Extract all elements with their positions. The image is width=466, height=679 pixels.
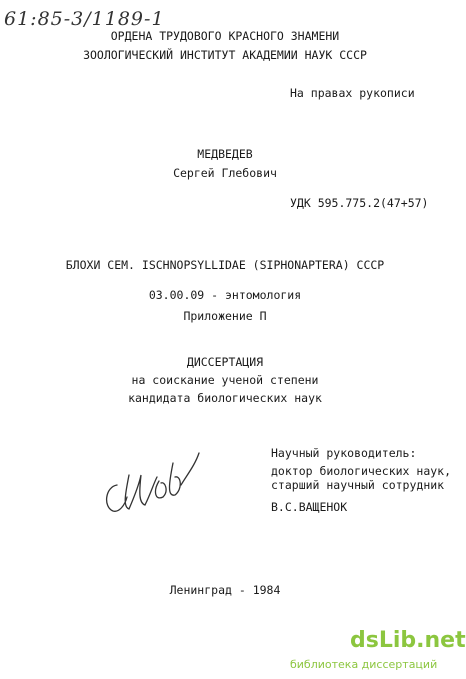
- manuscript-rights: На правах рукописи: [290, 86, 415, 100]
- supervisor-label: Научный руководитель:: [271, 446, 417, 460]
- header-line-2: ЗООЛОГИЧЕСКИЙ ИНСТИТУТ АКАДЕМИИ НАУК СССР: [83, 48, 367, 62]
- dissertation-purpose-1: на соискание ученой степени: [131, 373, 319, 387]
- handwritten-archive-number: 61:85-3/1189-1: [4, 8, 165, 30]
- appendix-label: Приложение П: [183, 309, 267, 323]
- dissertation-title: БЛОХИ СЕМ. ISCHNOPSYLLIDAE (SIPHONAPTERA) СССР: [65, 258, 385, 272]
- watermark: [290, 628, 466, 678]
- watermark-logo: dsLib.net: [350, 628, 466, 653]
- supervisor-degree-1: доктор биологических наук,: [271, 464, 452, 478]
- specialty: 03.00.09 - энтомология: [148, 288, 302, 302]
- author-name: Сергей Глебович: [173, 166, 277, 180]
- watermark-subtitle: библиотека диссертаций: [290, 658, 438, 671]
- author-surname: МЕДВЕДЕВ: [197, 147, 253, 161]
- dissertation-label: ДИССЕРТАЦИЯ: [186, 355, 264, 369]
- handwritten-signature: [95, 445, 205, 520]
- udc-code: УДК 595.775.2(47+57): [290, 196, 429, 210]
- supervisor-degree-2: старший научный сотрудник: [271, 478, 445, 492]
- place-and-year: Ленинград - 1984: [169, 583, 281, 597]
- header-line-1: ОРДЕНА ТРУДОВОГО КРАСНОГО ЗНАМЕНИ: [110, 29, 340, 43]
- dissertation-purpose-2: кандидата биологических наук: [128, 391, 322, 405]
- supervisor-name: В.С.ВАЩЕНОК: [271, 500, 348, 514]
